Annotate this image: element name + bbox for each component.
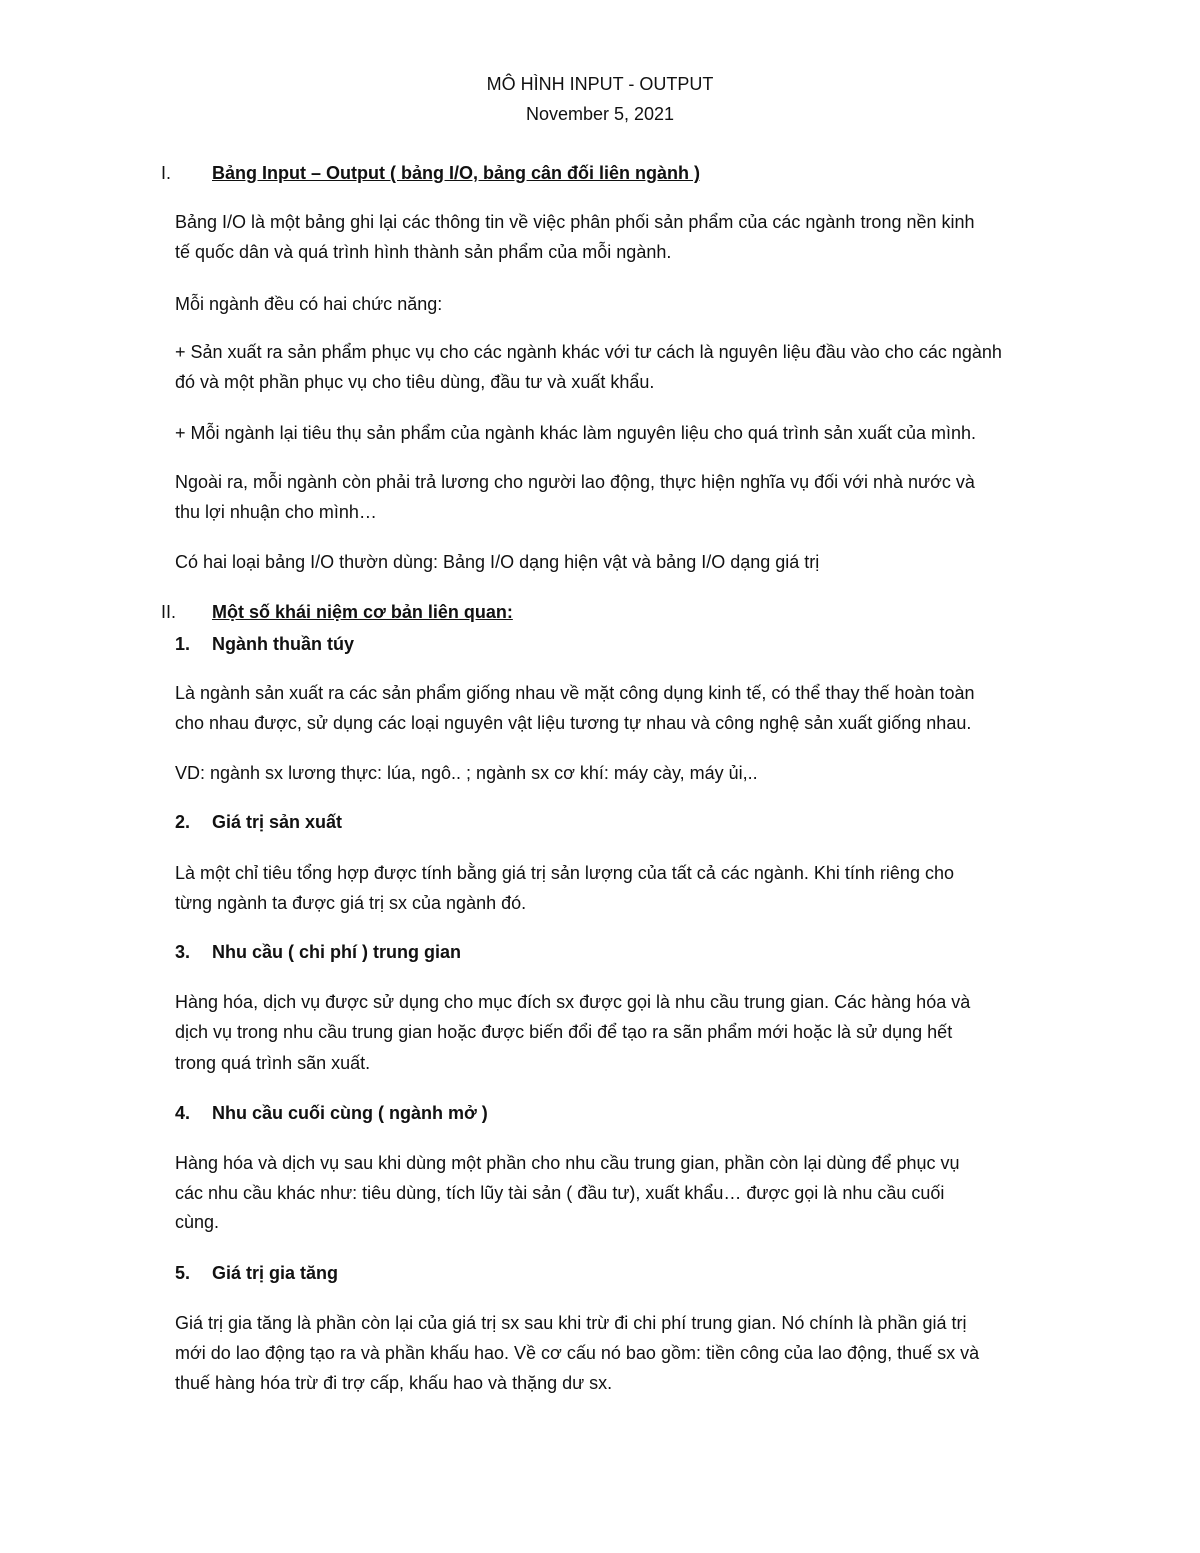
item-1-body-line-1: Là ngành sản xuất ra các sản phẩm giống nhau về mặt công dụng kinh tế, có thể thay thế hoàn toàn [175,683,975,703]
section-2-numeral: II. [161,602,177,622]
item-5-number: 5. [175,1263,191,1283]
item-4-body-line-3: cùng. [175,1212,220,1232]
item-1-title: Ngành thuần túy [212,634,354,654]
section-1-paragraph-5-line-1: Ngoài ra, mỗi ngành còn phải trả lương cho người lao động, thực hiện nghĩa vụ đối với nhà nước và [175,472,975,492]
item-3-number: 3. [175,942,191,962]
item-5-body-line-3: thuế hàng hóa trừ đi trợ cấp, khấu hao và thặng dư sx. [175,1373,613,1393]
item-2-title: Giá trị sản xuất [212,812,343,832]
section-1-heading: Bảng Input – Output ( bảng I/O, bảng cân đối liên ngành ) [212,163,700,183]
section-1-paragraph-1-line-2: tế quốc dân và quá trình hình thành sản phẩm của mỗi ngành. [175,242,672,262]
item-5-body-line-2: mới do lao động tạo ra và phần khấu hao. Về cơ cấu nó bao gồm: tiền công của lao động, thuế sx và [175,1343,980,1363]
item-5-body-line-1: Giá trị gia tăng là phần còn lại của giá trị sx sau khi trừ đi chi phí trung gian. Nó chính là phần giá trị [175,1313,967,1333]
item-2-number: 2. [175,812,191,832]
section-1-paragraph-6: Có hai loại bảng I/O thườn dùng: Bảng I/O dạng hiện vật và bảng I/O dạng giá trị [175,552,820,572]
item-4-body-line-2: các nhu cầu khác như: tiêu dùng, tích lũy tài sản ( đầu tư), xuất khẩu… được gọi là nhu cầu cuối [175,1183,945,1203]
section-1-paragraph-3-line-2: đó và một phần phục vụ cho tiêu dùng, đầu tư và xuất khẩu. [175,372,655,392]
item-1-body-line-2: cho nhau được, sử dụng các loại nguyên vật liệu tương tự nhau và công nghệ sản xuất giống nhau. [175,713,972,733]
item-1-example: VD: ngành sx lương thực: lúa, ngô.. ; ngành sx cơ khí: máy cày, máy ủi,.. [175,763,758,783]
section-1-paragraph-1-line-1: Bảng I/O là một bảng ghi lại các thông tin về việc phân phối sản phẩm của các ngành trong nền kinh [175,212,975,232]
item-2-body-line-1: Là một chỉ tiêu tổng hợp được tính bằng giá trị sản lượng của tất cả các ngành. Khi tính riêng cho [175,863,954,883]
section-2-heading: Một số khái niệm cơ bản liên quan: [212,602,513,622]
section-1-paragraph-2: Mỗi ngành đều có hai chức năng: [175,294,443,314]
item-4-body-line-1: Hàng hóa và dịch vụ sau khi dùng một phần cho nhu cầu trung gian, phần còn lại dùng để phục vụ [175,1153,960,1173]
document-date: November 5, 2021 [525,104,675,124]
section-1-paragraph-3-line-1: + Sản xuất ra sản phẩm phục vụ cho các ngành khác với tư cách là nguyên liệu đầu vào cho các ngành [175,342,1002,362]
section-1-numeral: I. [161,163,172,183]
item-4-title: Nhu cầu cuối cùng ( ngành mở ) [212,1103,488,1123]
item-3-title: Nhu cầu ( chi phí ) trung gian [212,942,461,962]
item-5-title: Giá trị gia tăng [212,1263,339,1283]
section-1-paragraph-5-line-2: thu lợi nhuận cho mình… [175,502,377,522]
item-3-body-line-3: trong quá trình sãn xuất. [175,1053,371,1073]
section-1-paragraph-4: + Mỗi ngành lại tiêu thụ sản phẩm của ngành khác làm nguyên liệu cho quá trình sản xuất của mình. [175,423,977,443]
item-4-number: 4. [175,1103,191,1123]
document-title: MÔ HÌNH INPUT - OUTPUT [486,74,714,94]
item-3-body-line-1: Hàng hóa, dịch vụ được sử dụng cho mục đích sx được gọi là nhu cầu trung gian. Các hàng hóa và [175,992,971,1012]
item-1-number: 1. [175,634,191,654]
item-2-body-line-2: từng ngành ta được giá trị sx của ngành đó. [175,893,527,913]
item-3-body-line-2: dịch vụ trong nhu cầu trung gian hoặc được biến đổi để tạo ra sãn phẩm mới hoặc là sử dụng hết [175,1022,953,1042]
